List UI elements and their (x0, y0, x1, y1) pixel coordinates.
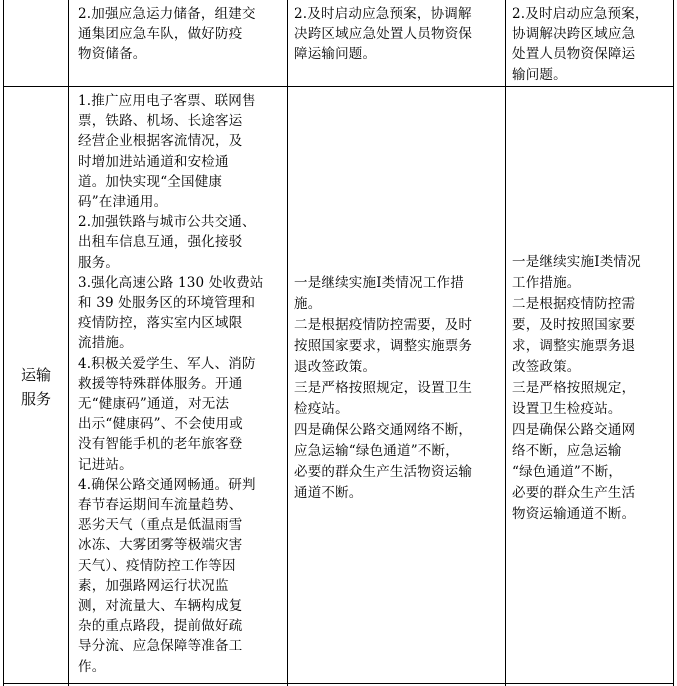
table-cell-r2-c2: 一是继续实施I类情况工作措 施。 二是根据疫情防控需要，及时 按照国家要求，调整实施票务 退改签政策。 三是严格按照规定，设置卫生 检疫站。 四是确保公路交通网络不断， 应急运输“绿色通道”不断， 必要的群众生产生活物资运输 通道不断。 (294, 275, 473, 501)
table-border-col2 (287, 0, 288, 686)
table-border-left (3, 0, 4, 686)
table-cell-r2-c3: 一是继续实施I类情况 工作措施。 二是根据疫情防控需 要，及时按照国家要 求，调整实施票务退 改签政策。 三是严格按照规定， 设置卫生检疫站。 四是确保公路交通网 络不断，应急运输 “绿色通道”不断， 必要的群众生产生活 物资运输通道不断。 (512, 254, 641, 522)
table-cell-r1-c2: 2.及时启动应急预案，协调解 决跨区域应急处置人员物资保 障运输问题。 (294, 6, 473, 63)
table-border-col1 (68, 0, 69, 686)
table-row-divider (3, 86, 674, 87)
table-cell-r2-c1: 1.推广应用电子客票、联网售 票，铁路、机场、长途客运 经营企业根据客流情况，及 时增加进站通道和安检通 道。加快实现“全国健康 码”在津通用。 2.加强铁路与城市公共交通、 出租车信息互通，强化接驳 服务。 3.强化高速公路 130 处收费站 和 39 处服务区的环境管理和 疫情防控，落实室内区域限 流措施。 4.积极关爱学生、军人、消防 救援等特殊群体服务。开通 无“健康码”通道，对无法 出示“健康码”、不会使用或 没有智能手机的老年旅客登 记进站。 4.确保公路交通网畅通。研判 春节春运期间车流量趋势、 恶劣天气（重点是低温雨雪 冰冻、大雾团雾等极端灾害 天气）、疫情防控工作等因 素，加强路网运行状况监 测，对流量大、车辆构成复 杂的重点路段，提前做好疏 导分流、应急保障等准备工 作。 (78, 93, 264, 675)
table-border-right (673, 0, 674, 686)
table-border-bottom (3, 683, 674, 684)
table-border-col3 (505, 0, 506, 686)
table-cell-r1-c3: 2.及时启动应急预案， 协调解决跨区域应急 处置人员物资保障运 输问题。 (512, 6, 649, 83)
table-cell-r1-c1: 2.加强应急运力储备，组建交 通集团应急车队，做好防疫 物资储备。 (78, 6, 256, 63)
category-label: 运输 服务 (20, 366, 51, 408)
